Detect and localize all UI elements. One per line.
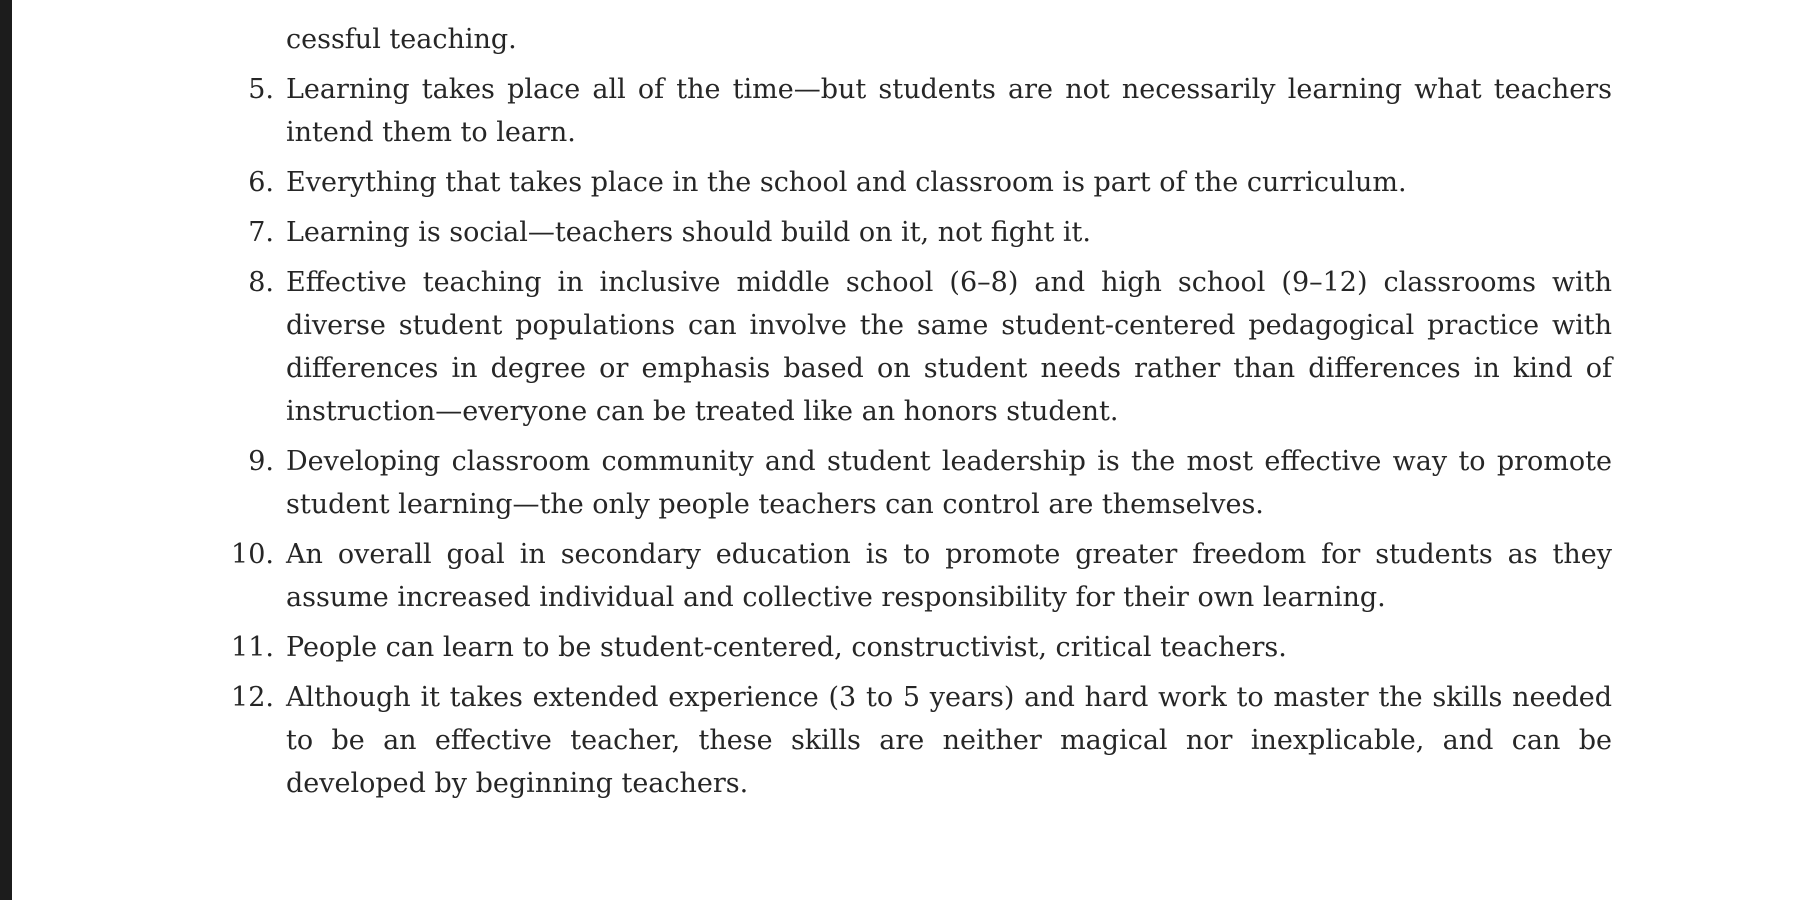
list-item-text: Learning takes place all of the time—but students are not necessarily learning what teachers intend them to learn.	[286, 74, 1612, 148]
list-item-number: 11.	[231, 632, 274, 663]
list-item	[212, 261, 1612, 433]
list-item-number: 9.	[248, 446, 274, 477]
list-item	[212, 440, 1612, 526]
list-item-text: Although it takes extended experience (3 to 5 years) and hard work to master the skills needed to be an effective teacher, these skills are neither magical nor inexplicable, and can be developed by beginning teachers.	[286, 682, 1612, 799]
list-item-text: Learning is social—teachers should build on it, not fight it.	[286, 217, 1091, 248]
document-page	[12, 0, 1814, 900]
list-item-number: 10.	[231, 539, 274, 570]
list-item-number: 5.	[248, 74, 274, 105]
list-item-text: Effective teaching in inclusive middle school (6–8) and high school (9–12) classrooms with diverse student populations can involve the same student-centered pedagogical practice with differences in degree or emphasis based on student needs rather than differences in kind of instruction—everyone can be treated like an honors student.	[286, 267, 1612, 427]
list-item-number: 7.	[248, 217, 274, 248]
list-item-number	[212, 18, 286, 61]
list-item	[212, 68, 1612, 154]
list-item-text: People can learn to be student-centered, constructivist, critical teachers.	[286, 632, 1287, 663]
list-item	[212, 211, 1612, 254]
list-item-text: Developing classroom community and student leadership is the most effective way to promote student learning—the only people teachers can control are themselves.	[286, 446, 1612, 520]
list-item-number: 8.	[248, 267, 274, 298]
list-item-number: 6.	[248, 167, 274, 198]
list-item	[212, 161, 1612, 204]
list-item-number: 12.	[231, 682, 274, 713]
principles-list	[212, 18, 1612, 812]
list-item-text: cessful teaching.	[286, 24, 517, 55]
list-item	[212, 626, 1612, 669]
list-item-text: An overall goal in secondary education is to promote greater freedom for students as they assume increased individual and collective responsibility for their own learning.	[286, 539, 1612, 613]
list-item-text: Everything that takes place in the school and classroom is part of the curriculum.	[286, 167, 1407, 198]
list-item-continuation	[212, 18, 1612, 61]
list-item	[212, 676, 1612, 805]
list-item	[212, 533, 1612, 619]
